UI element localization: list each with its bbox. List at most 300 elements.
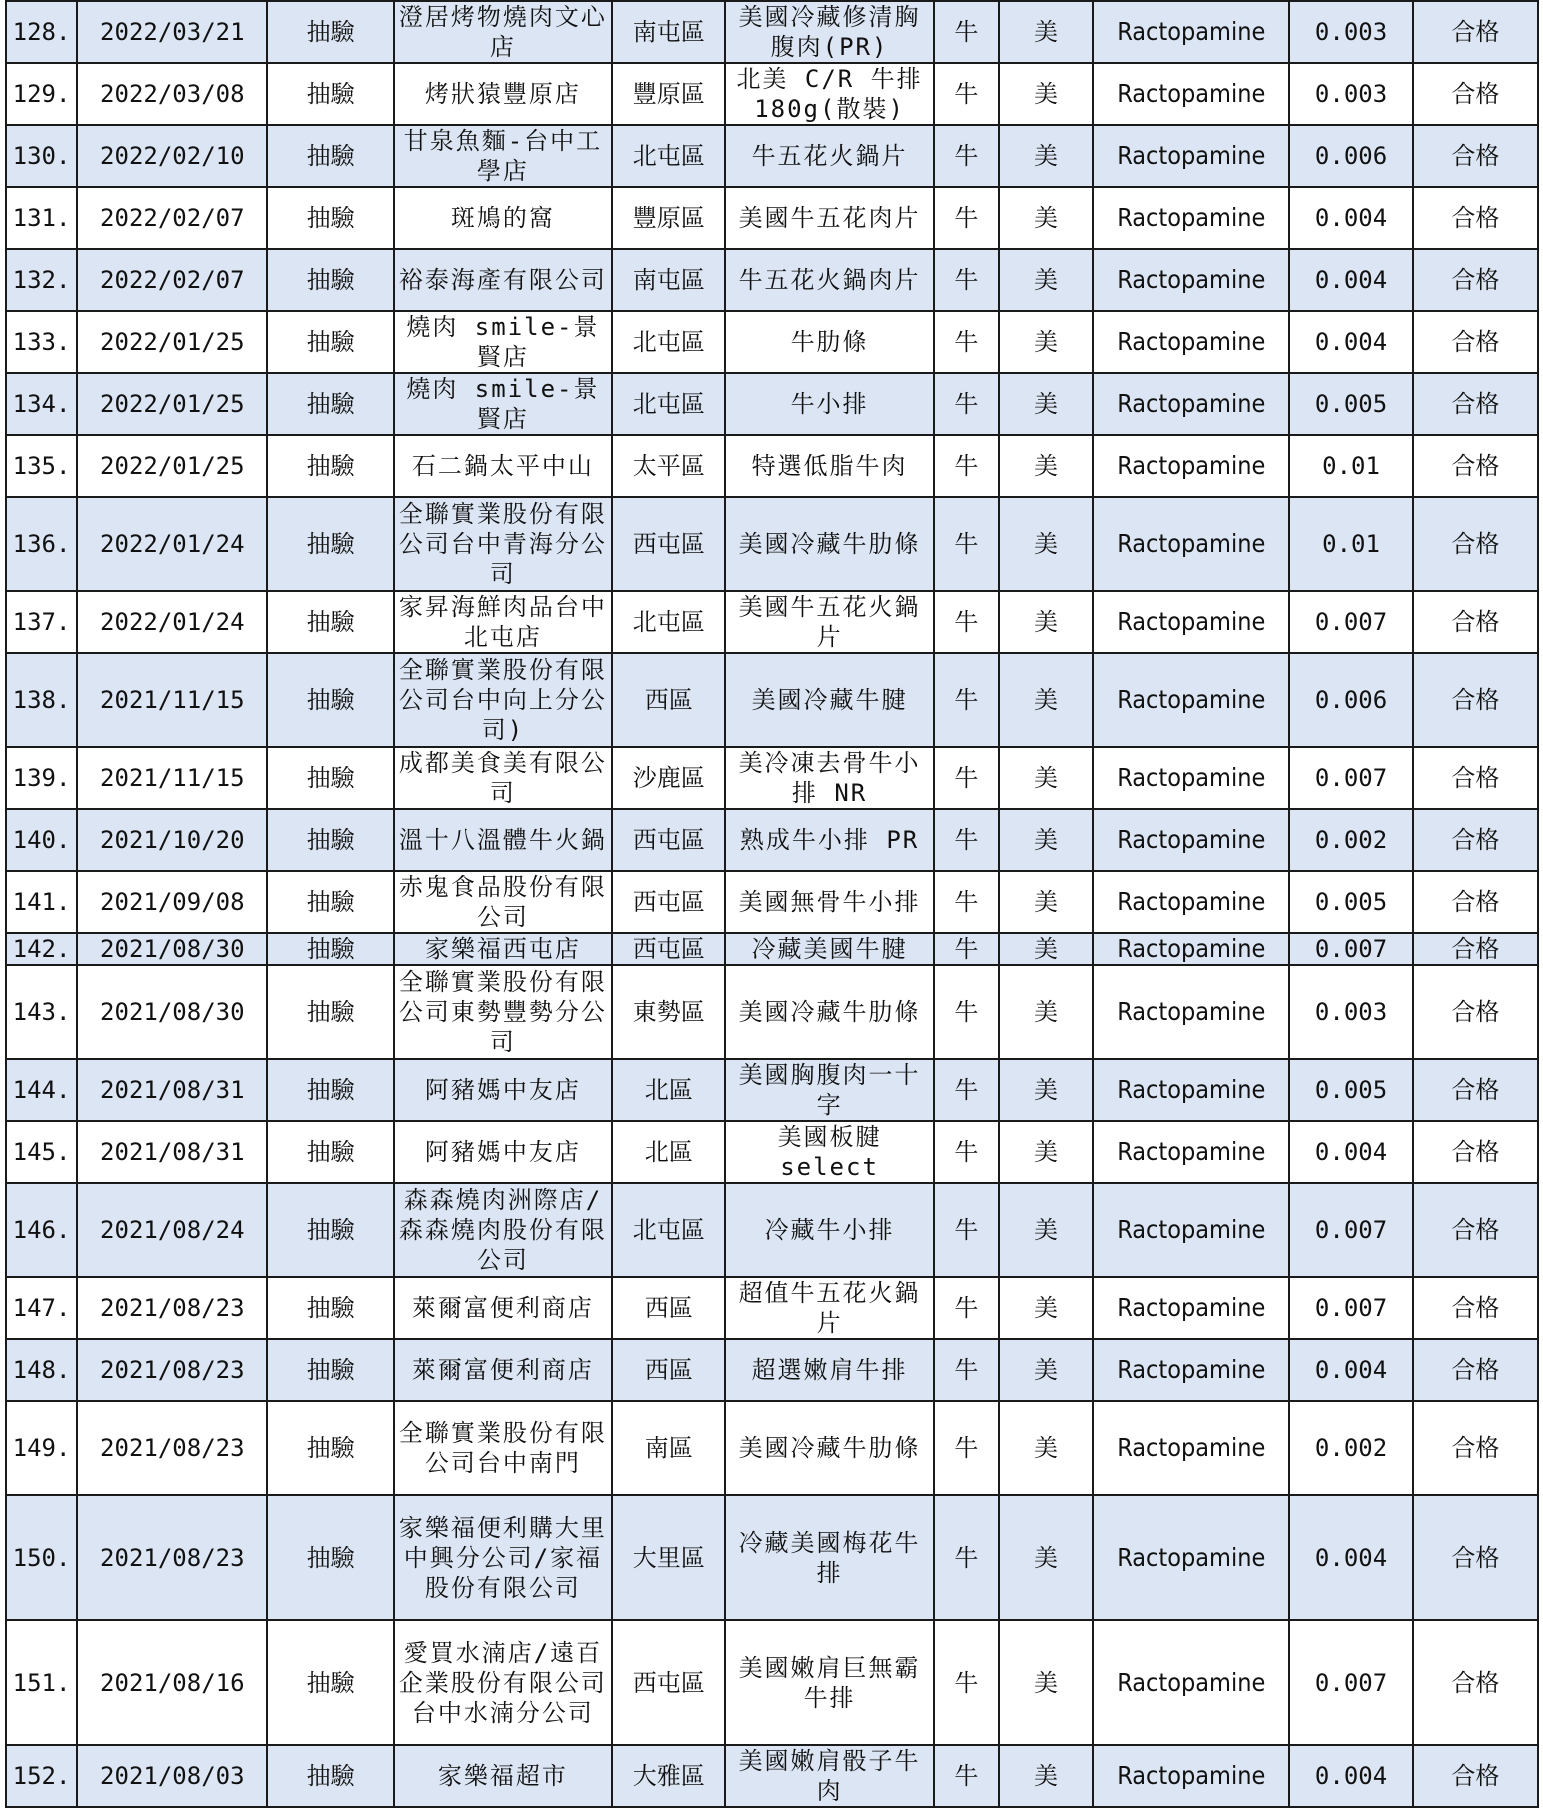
origin-country-cell: 美 <box>999 1277 1093 1339</box>
product-name-cell: 美國牛五花火鍋片 <box>725 591 933 653</box>
district-cell: 北屯區 <box>612 311 725 373</box>
district-cell: 西區 <box>612 653 725 747</box>
product-name-cell: 冷藏牛小排 <box>725 1183 933 1277</box>
table-row <box>6 747 1538 809</box>
product-name-cell: 超選嫩肩牛排 <box>725 1339 933 1401</box>
store-name-cell: 斑鳩的窩 <box>394 187 612 249</box>
test-result-cell: 合格 <box>1413 1 1538 63</box>
inspection-type-cell: 抽驗 <box>267 63 393 125</box>
meat-type-cell: 牛 <box>934 125 999 187</box>
tested-substance-cell: Ractopamine <box>1093 311 1289 373</box>
origin-country-cell: 美 <box>999 933 1093 965</box>
tested-substance-cell: Ractopamine <box>1093 1339 1289 1401</box>
row-number-cell: 139. <box>6 747 77 809</box>
district-cell: 南屯區 <box>612 1 725 63</box>
inspection-date-cell: 2021/08/16 <box>77 1620 267 1745</box>
test-result-cell: 合格 <box>1413 1277 1538 1339</box>
row-number-cell: 129. <box>6 63 77 125</box>
meat-type-cell: 牛 <box>934 373 999 435</box>
inspection-type-cell: 抽驗 <box>267 311 393 373</box>
tested-substance-cell: Ractopamine <box>1093 1620 1289 1745</box>
store-name-cell: 赤鬼食品股份有限公司 <box>394 871 612 933</box>
store-name-cell: 家樂福超市 <box>394 1745 612 1807</box>
meat-type-cell: 牛 <box>934 249 999 311</box>
meat-type-cell: 牛 <box>934 497 999 591</box>
store-name-cell: 燒肉 smile-景賢店 <box>394 373 612 435</box>
test-result-cell: 合格 <box>1413 1339 1538 1401</box>
product-name-cell: 牛肋條 <box>725 311 933 373</box>
product-name-cell: 美國冷藏牛肋條 <box>725 497 933 591</box>
origin-country-cell: 美 <box>999 1059 1093 1121</box>
meat-type-cell: 牛 <box>934 435 999 497</box>
district-cell: 西屯區 <box>612 497 725 591</box>
product-name-cell: 美國冷藏牛肋條 <box>725 1401 933 1495</box>
detected-value-cell: 0.006 <box>1289 125 1412 187</box>
inspection-type-cell: 抽驗 <box>267 965 393 1059</box>
inspection-type-cell: 抽驗 <box>267 373 393 435</box>
tested-substance-cell: Ractopamine <box>1093 497 1289 591</box>
meat-type-cell: 牛 <box>934 1401 999 1495</box>
detected-value-cell: 0.004 <box>1289 1745 1412 1807</box>
origin-country-cell: 美 <box>999 63 1093 125</box>
inspection-date-cell: 2021/11/15 <box>77 653 267 747</box>
meat-type-cell: 牛 <box>934 1620 999 1745</box>
inspection-date-cell: 2021/08/24 <box>77 1183 267 1277</box>
test-result-cell: 合格 <box>1413 1183 1538 1277</box>
meat-type-cell: 牛 <box>934 1 999 63</box>
tested-substance-cell: Ractopamine <box>1093 1059 1289 1121</box>
tested-substance-cell: Ractopamine <box>1093 373 1289 435</box>
detected-value-cell: 0.01 <box>1289 435 1412 497</box>
tested-substance-cell: Ractopamine <box>1093 125 1289 187</box>
tested-substance-cell: Ractopamine <box>1093 1495 1289 1620</box>
origin-country-cell: 美 <box>999 249 1093 311</box>
tested-substance-cell: Ractopamine <box>1093 591 1289 653</box>
row-number-cell: 132. <box>6 249 77 311</box>
product-name-cell: 冷藏美國牛腱 <box>725 933 933 965</box>
inspection-date-cell: 2021/08/23 <box>77 1339 267 1401</box>
inspection-date-cell: 2022/03/21 <box>77 1 267 63</box>
product-name-cell: 牛五花火鍋片 <box>725 125 933 187</box>
meat-type-cell: 牛 <box>934 933 999 965</box>
store-name-cell: 愛買水湳店/遠百企業股份有限公司台中水湳分公司 <box>394 1620 612 1745</box>
tested-substance-cell: Ractopamine <box>1093 435 1289 497</box>
inspection-date-cell: 2021/10/20 <box>77 809 267 871</box>
store-name-cell: 家樂福西屯店 <box>394 933 612 965</box>
meat-type-cell: 牛 <box>934 1495 999 1620</box>
meat-type-cell: 牛 <box>934 591 999 653</box>
inspection-type-cell: 抽驗 <box>267 1 393 63</box>
inspection-type-cell: 抽驗 <box>267 497 393 591</box>
row-number-cell: 152. <box>6 1745 77 1807</box>
inspection-results-table <box>5 0 1539 1808</box>
district-cell: 西屯區 <box>612 1620 725 1745</box>
detected-value-cell: 0.004 <box>1289 1339 1412 1401</box>
table-row <box>6 933 1538 965</box>
inspection-type-cell: 抽驗 <box>267 1620 393 1745</box>
table-row <box>6 965 1538 1059</box>
test-result-cell: 合格 <box>1413 1495 1538 1620</box>
row-number-cell: 137. <box>6 591 77 653</box>
product-name-cell: 北美 C/R 牛排 180g(散裝) <box>725 63 933 125</box>
row-number-cell: 150. <box>6 1495 77 1620</box>
origin-country-cell: 美 <box>999 1121 1093 1183</box>
table-row <box>6 871 1538 933</box>
meat-type-cell: 牛 <box>934 871 999 933</box>
product-name-cell: 美國牛五花肉片 <box>725 187 933 249</box>
row-number-cell: 142. <box>6 933 77 965</box>
detected-value-cell: 0.005 <box>1289 1059 1412 1121</box>
row-number-cell: 146. <box>6 1183 77 1277</box>
inspection-date-cell: 2021/08/31 <box>77 1059 267 1121</box>
origin-country-cell: 美 <box>999 125 1093 187</box>
inspection-date-cell: 2022/02/07 <box>77 249 267 311</box>
inspection-date-cell: 2022/01/25 <box>77 435 267 497</box>
inspection-type-cell: 抽驗 <box>267 653 393 747</box>
inspection-date-cell: 2021/08/23 <box>77 1277 267 1339</box>
store-name-cell: 萊爾富便利商店 <box>394 1277 612 1339</box>
row-number-cell: 140. <box>6 809 77 871</box>
inspection-date-cell: 2021/08/23 <box>77 1495 267 1620</box>
store-name-cell: 裕泰海產有限公司 <box>394 249 612 311</box>
table-row <box>6 1401 1538 1495</box>
inspection-type-cell: 抽驗 <box>267 1745 393 1807</box>
store-name-cell: 石二鍋太平中山 <box>394 435 612 497</box>
test-result-cell: 合格 <box>1413 747 1538 809</box>
table-row <box>6 1620 1538 1745</box>
test-result-cell: 合格 <box>1413 1059 1538 1121</box>
origin-country-cell: 美 <box>999 653 1093 747</box>
meat-type-cell: 牛 <box>934 1277 999 1339</box>
detected-value-cell: 0.004 <box>1289 187 1412 249</box>
table-row <box>6 249 1538 311</box>
district-cell: 北屯區 <box>612 591 725 653</box>
store-name-cell: 溫十八溫體牛火鍋 <box>394 809 612 871</box>
product-name-cell: 美國板腱 select <box>725 1121 933 1183</box>
detected-value-cell: 0.006 <box>1289 653 1412 747</box>
district-cell: 西區 <box>612 1277 725 1339</box>
table-row <box>6 1 1538 63</box>
district-cell: 南區 <box>612 1401 725 1495</box>
inspection-type-cell: 抽驗 <box>267 871 393 933</box>
test-result-cell: 合格 <box>1413 187 1538 249</box>
origin-country-cell: 美 <box>999 187 1093 249</box>
district-cell: 南屯區 <box>612 249 725 311</box>
test-result-cell: 合格 <box>1413 871 1538 933</box>
tested-substance-cell: Ractopamine <box>1093 809 1289 871</box>
product-name-cell: 美國冷藏牛肋條 <box>725 965 933 1059</box>
inspection-type-cell: 抽驗 <box>267 1059 393 1121</box>
detected-value-cell: 0.004 <box>1289 311 1412 373</box>
row-number-cell: 145. <box>6 1121 77 1183</box>
store-name-cell: 全聯實業股份有限公司台中南門 <box>394 1401 612 1495</box>
district-cell: 大雅區 <box>612 1745 725 1807</box>
table-row <box>6 591 1538 653</box>
origin-country-cell: 美 <box>999 591 1093 653</box>
table-row <box>6 373 1538 435</box>
meat-type-cell: 牛 <box>934 1183 999 1277</box>
origin-country-cell: 美 <box>999 871 1093 933</box>
table-row <box>6 1495 1538 1620</box>
row-number-cell: 135. <box>6 435 77 497</box>
row-number-cell: 133. <box>6 311 77 373</box>
product-name-cell: 美國冷藏修清胸腹肉(PR) <box>725 1 933 63</box>
detected-value-cell: 0.005 <box>1289 871 1412 933</box>
row-number-cell: 141. <box>6 871 77 933</box>
store-name-cell: 全聯實業股份有限公司台中青海分公司 <box>394 497 612 591</box>
product-name-cell: 牛小排 <box>725 373 933 435</box>
inspection-date-cell: 2021/08/30 <box>77 933 267 965</box>
tested-substance-cell: Ractopamine <box>1093 1183 1289 1277</box>
inspection-type-cell: 抽驗 <box>267 591 393 653</box>
district-cell: 北屯區 <box>612 125 725 187</box>
district-cell: 西屯區 <box>612 871 725 933</box>
inspection-type-cell: 抽驗 <box>267 1121 393 1183</box>
origin-country-cell: 美 <box>999 1495 1093 1620</box>
row-number-cell: 134. <box>6 373 77 435</box>
table-row <box>6 1745 1538 1807</box>
row-number-cell: 130. <box>6 125 77 187</box>
meat-type-cell: 牛 <box>934 187 999 249</box>
detected-value-cell: 0.003 <box>1289 1 1412 63</box>
table-row <box>6 1277 1538 1339</box>
test-result-cell: 合格 <box>1413 249 1538 311</box>
table-row <box>6 1183 1538 1277</box>
row-number-cell: 151. <box>6 1620 77 1745</box>
district-cell: 豐原區 <box>612 63 725 125</box>
inspection-type-cell: 抽驗 <box>267 187 393 249</box>
row-number-cell: 136. <box>6 497 77 591</box>
detected-value-cell: 0.002 <box>1289 1401 1412 1495</box>
detected-value-cell: 0.007 <box>1289 591 1412 653</box>
tested-substance-cell: Ractopamine <box>1093 1121 1289 1183</box>
product-name-cell: 美國嫩肩巨無霸牛排 <box>725 1620 933 1745</box>
origin-country-cell: 美 <box>999 497 1093 591</box>
district-cell: 豐原區 <box>612 187 725 249</box>
district-cell: 太平區 <box>612 435 725 497</box>
tested-substance-cell: Ractopamine <box>1093 871 1289 933</box>
inspection-date-cell: 2021/08/31 <box>77 1121 267 1183</box>
detected-value-cell: 0.003 <box>1289 63 1412 125</box>
district-cell: 西屯區 <box>612 933 725 965</box>
inspection-type-cell: 抽驗 <box>267 1339 393 1401</box>
inspection-type-cell: 抽驗 <box>267 125 393 187</box>
district-cell: 大里區 <box>612 1495 725 1620</box>
district-cell: 北區 <box>612 1059 725 1121</box>
detected-value-cell: 0.007 <box>1289 747 1412 809</box>
inspection-date-cell: 2022/01/25 <box>77 311 267 373</box>
origin-country-cell: 美 <box>999 1401 1093 1495</box>
meat-type-cell: 牛 <box>934 965 999 1059</box>
store-name-cell: 成都美食美有限公司 <box>394 747 612 809</box>
test-result-cell: 合格 <box>1413 435 1538 497</box>
store-name-cell: 全聯實業股份有限公司台中向上分公司) <box>394 653 612 747</box>
district-cell: 沙鹿區 <box>612 747 725 809</box>
table-row <box>6 1121 1538 1183</box>
store-name-cell: 森森燒肉洲際店/森森燒肉股份有限公司 <box>394 1183 612 1277</box>
district-cell: 東勢區 <box>612 965 725 1059</box>
test-result-cell: 合格 <box>1413 933 1538 965</box>
test-result-cell: 合格 <box>1413 809 1538 871</box>
district-cell: 北屯區 <box>612 1183 725 1277</box>
test-result-cell: 合格 <box>1413 965 1538 1059</box>
origin-country-cell: 美 <box>999 435 1093 497</box>
detected-value-cell: 0.004 <box>1289 1495 1412 1620</box>
meat-type-cell: 牛 <box>934 747 999 809</box>
inspection-date-cell: 2022/01/24 <box>77 497 267 591</box>
table-row <box>6 1059 1538 1121</box>
district-cell: 西屯區 <box>612 809 725 871</box>
table-row <box>6 311 1538 373</box>
product-name-cell: 超值牛五花火鍋片 <box>725 1277 933 1339</box>
tested-substance-cell: Ractopamine <box>1093 1745 1289 1807</box>
origin-country-cell: 美 <box>999 1 1093 63</box>
product-name-cell: 美冷凍去骨牛小排 NR <box>725 747 933 809</box>
inspection-date-cell: 2022/01/25 <box>77 373 267 435</box>
store-name-cell: 澄居烤物燒肉文心店 <box>394 1 612 63</box>
inspection-date-cell: 2022/01/24 <box>77 591 267 653</box>
origin-country-cell: 美 <box>999 1745 1093 1807</box>
detected-value-cell: 0.005 <box>1289 373 1412 435</box>
product-name-cell: 美國胸腹肉一十字 <box>725 1059 933 1121</box>
detected-value-cell: 0.007 <box>1289 1183 1412 1277</box>
inspection-date-cell: 2021/08/23 <box>77 1401 267 1495</box>
detected-value-cell: 0.004 <box>1289 249 1412 311</box>
table-row <box>6 435 1538 497</box>
meat-type-cell: 牛 <box>934 1745 999 1807</box>
test-result-cell: 合格 <box>1413 1620 1538 1745</box>
inspection-type-cell: 抽驗 <box>267 249 393 311</box>
origin-country-cell: 美 <box>999 311 1093 373</box>
test-result-cell: 合格 <box>1413 373 1538 435</box>
store-name-cell: 阿豬媽中友店 <box>394 1121 612 1183</box>
tested-substance-cell: Ractopamine <box>1093 187 1289 249</box>
inspection-type-cell: 抽驗 <box>267 809 393 871</box>
test-result-cell: 合格 <box>1413 63 1538 125</box>
product-name-cell: 美國嫩肩骰子牛肉 <box>725 1745 933 1807</box>
inspection-date-cell: 2022/02/10 <box>77 125 267 187</box>
tested-substance-cell: Ractopamine <box>1093 1 1289 63</box>
inspection-type-cell: 抽驗 <box>267 1401 393 1495</box>
table-row <box>6 125 1538 187</box>
inspection-date-cell: 2021/09/08 <box>77 871 267 933</box>
row-number-cell: 144. <box>6 1059 77 1121</box>
test-result-cell: 合格 <box>1413 591 1538 653</box>
inspection-date-cell: 2022/02/07 <box>77 187 267 249</box>
detected-value-cell: 0.01 <box>1289 497 1412 591</box>
meat-type-cell: 牛 <box>934 311 999 373</box>
store-name-cell: 家昇海鮮肉品台中北屯店 <box>394 591 612 653</box>
table-row <box>6 809 1538 871</box>
origin-country-cell: 美 <box>999 1620 1093 1745</box>
row-number-cell: 128. <box>6 1 77 63</box>
tested-substance-cell: Ractopamine <box>1093 1277 1289 1339</box>
product-name-cell: 特選低脂牛肉 <box>725 435 933 497</box>
meat-type-cell: 牛 <box>934 1059 999 1121</box>
inspection-type-cell: 抽驗 <box>267 1277 393 1339</box>
inspection-type-cell: 抽驗 <box>267 1495 393 1620</box>
inspection-type-cell: 抽驗 <box>267 435 393 497</box>
table-row <box>6 497 1538 591</box>
table-row <box>6 653 1538 747</box>
product-name-cell: 牛五花火鍋肉片 <box>725 249 933 311</box>
table-row <box>6 63 1538 125</box>
district-cell: 西區 <box>612 1339 725 1401</box>
store-name-cell: 阿豬媽中友店 <box>394 1059 612 1121</box>
test-result-cell: 合格 <box>1413 125 1538 187</box>
store-name-cell: 全聯實業股份有限公司東勢豐勢分公司 <box>394 965 612 1059</box>
store-name-cell: 家樂福便利購大里中興分公司/家福股份有限公司 <box>394 1495 612 1620</box>
test-result-cell: 合格 <box>1413 1121 1538 1183</box>
test-result-cell: 合格 <box>1413 1401 1538 1495</box>
product-name-cell: 熟成牛小排 PR <box>725 809 933 871</box>
tested-substance-cell: Ractopamine <box>1093 653 1289 747</box>
inspection-date-cell: 2021/08/03 <box>77 1745 267 1807</box>
inspection-date-cell: 2021/11/15 <box>77 747 267 809</box>
origin-country-cell: 美 <box>999 809 1093 871</box>
product-name-cell: 美國冷藏牛腱 <box>725 653 933 747</box>
store-name-cell: 萊爾富便利商店 <box>394 1339 612 1401</box>
meat-type-cell: 牛 <box>934 653 999 747</box>
row-number-cell: 147. <box>6 1277 77 1339</box>
district-cell: 北屯區 <box>612 373 725 435</box>
tested-substance-cell: Ractopamine <box>1093 747 1289 809</box>
meat-type-cell: 牛 <box>934 809 999 871</box>
origin-country-cell: 美 <box>999 747 1093 809</box>
detected-value-cell: 0.007 <box>1289 933 1412 965</box>
origin-country-cell: 美 <box>999 1183 1093 1277</box>
district-cell: 北區 <box>612 1121 725 1183</box>
row-number-cell: 138. <box>6 653 77 747</box>
test-result-cell: 合格 <box>1413 311 1538 373</box>
row-number-cell: 148. <box>6 1339 77 1401</box>
origin-country-cell: 美 <box>999 965 1093 1059</box>
inspection-type-cell: 抽驗 <box>267 747 393 809</box>
test-result-cell: 合格 <box>1413 497 1538 591</box>
store-name-cell: 燒肉 smile-景賢店 <box>394 311 612 373</box>
inspection-type-cell: 抽驗 <box>267 933 393 965</box>
row-number-cell: 143. <box>6 965 77 1059</box>
meat-type-cell: 牛 <box>934 63 999 125</box>
detected-value-cell: 0.003 <box>1289 965 1412 1059</box>
meat-type-cell: 牛 <box>934 1121 999 1183</box>
product-name-cell: 美國無骨牛小排 <box>725 871 933 933</box>
table-row <box>6 1339 1538 1401</box>
meat-type-cell: 牛 <box>934 1339 999 1401</box>
detected-value-cell: 0.007 <box>1289 1620 1412 1745</box>
origin-country-cell: 美 <box>999 373 1093 435</box>
tested-substance-cell: Ractopamine <box>1093 965 1289 1059</box>
tested-substance-cell: Ractopamine <box>1093 63 1289 125</box>
test-result-cell: 合格 <box>1413 1745 1538 1807</box>
origin-country-cell: 美 <box>999 1339 1093 1401</box>
inspection-type-cell: 抽驗 <box>267 1183 393 1277</box>
detected-value-cell: 0.007 <box>1289 1277 1412 1339</box>
store-name-cell: 烤狀猿豐原店 <box>394 63 612 125</box>
tested-substance-cell: Ractopamine <box>1093 249 1289 311</box>
row-number-cell: 149. <box>6 1401 77 1495</box>
detected-value-cell: 0.002 <box>1289 809 1412 871</box>
tested-substance-cell: Ractopamine <box>1093 933 1289 965</box>
inspection-date-cell: 2022/03/08 <box>77 63 267 125</box>
tested-substance-cell: Ractopamine <box>1093 1401 1289 1495</box>
row-number-cell: 131. <box>6 187 77 249</box>
detected-value-cell: 0.004 <box>1289 1121 1412 1183</box>
product-name-cell: 冷藏美國梅花牛排 <box>725 1495 933 1620</box>
table-row <box>6 187 1538 249</box>
inspection-date-cell: 2021/08/30 <box>77 965 267 1059</box>
store-name-cell: 甘泉魚麵-台中工學店 <box>394 125 612 187</box>
